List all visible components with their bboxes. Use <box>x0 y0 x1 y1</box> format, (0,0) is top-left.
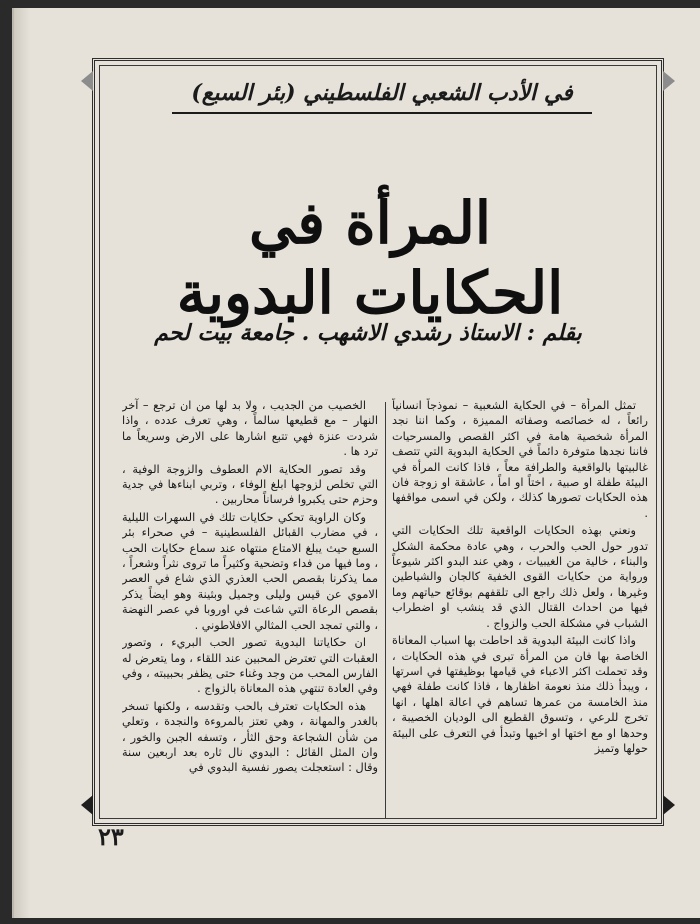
paragraph: وكان الراوية تحكي حكايات تلك في السهرات الليلية ، في مضارب القبائل الفلسطينية – في صحراء بئر السبع حيث يبلغ الامتاع منتهاه عند سماع حكايات الحب ، وما فيها من فداء وتضحية وكثيراً ما تروى نثراً وشعراً ، مما يذكرنا بقصص الحب العذري الذي شاع في العصر الاموي عن قيس وليلى وجميل وبثينة وهو ايضاً يذكر بقصص الرعاة التي شاعت في اوروبا في عصر النهضة ، والتي تمجد الحب المثالي الافلاطوني . <box>122 510 378 632</box>
frame-corner-arrow-icon <box>663 795 675 815</box>
frame-corner-arrow-icon <box>663 71 675 91</box>
frame-corner-arrow-icon <box>81 71 93 91</box>
paragraph: واذا كانت البيئة البدوية قد احاطت بها اسباب المعاناة الخاصة بها فان من المرأة تبرى في هذه الحكايات ، وقد تحملت اكثر الاعباء في قيامها بوظيفتها في اسرتها ، ويبدأ ذلك منذ نعومة اظفارها ، فاذا كانت طفلة فهي منذ الخامسة من عمرها تساهم في اعالة اهلها ، انها تخرج للرعي ، وتسوق القطيع الى الوديان الخصيبة ، وحدها او مع اختها او اخيها وتبدأ في التعرف على البيئة حولها وتميز <box>392 634 648 755</box>
paragraph: تمثل المرأة – في الحكاية الشعبية – نموذجاً انسانياً رائعاً ، له خصائصه وصفاته المميزة ، وكما اننا نجد المرأة شخصية هامة في اكثر القصص والمسرحيات فاننا نجدها متوفرة دائماً في الحكاية البدوية التي تتصف غالبيتها بالواقعية والطرافة معاً ، فاذا كانت المرأة في البيئة طفلة او صبية ، اختاً او اماً ، عاشقة او زوجة فان هذه الحكايات تصورها كذلك ، ولكن في اسمى مواقفها . <box>392 399 648 520</box>
page-number: ٢٣ <box>98 822 124 851</box>
frame-corner-arrow-icon <box>81 795 93 815</box>
article-kicker: في الأدب الشعبي الفلسطيني (بئر السبع) <box>172 80 592 114</box>
page-spine <box>14 8 30 918</box>
paragraph: ان حكاياتنا البدوية تصور الحب البريء ، وتصور العقبات التي تعترض المحبين عند اللقاء ، وما يتعرض له الفارس المحب من وجد وغناء حتى يظفر بحبيبته ، وفي وفي العادة تنتهي هذه المعاناة بالزواج . <box>122 636 378 696</box>
column-divider <box>385 402 386 818</box>
left-column <box>122 398 378 818</box>
right-column <box>392 398 648 818</box>
paragraph: الخصيب من الجديب ، ولا بد لها من ان ترجع – آخر النهار – مع قطيعها سالماً ، وهي تعرف عدده ، واذا شردت عنزة فهي تتبع اشارها على الارض وسريعاً ما ترد ها . <box>122 399 378 459</box>
article-title: المرأة في الحكايات البدوية <box>176 189 564 327</box>
article-byline: بقلم : الاستاذ رشدي الاشهب . جامعة بيت لحم <box>154 320 582 346</box>
paragraph: ونعني بهذه الحكايات الواقعية تلك الحكايات التي تدور حول الحب والحرب ، وهي عادة محكمة الشكل والبناء ، خالية من الغيبيات ، وهي عند البدو اكثر شيوعاً ورواية من حكايات القوى الخفية كالجان والشياطين وغيرها ، ولعل ذلك راجع الى تلقفهم بوقائع حياتهم وما فيها من احداث القتال الذي قد ينشب او اضطراب الشباب في مشكلة الحب والزواج . <box>392 524 648 630</box>
paragraph: وقد تصور الحكاية الام العطوف والزوجة الوفية ، التي تخلص لزوجها ابلغ الوفاء ، وتربي ابناءها في جدية وحزم حتى يكبروا فرساناً محاربين . <box>122 462 378 507</box>
paragraph: هذه الحكايات تعترف بالحب وتقدسه ، ولكنها تسخر بالغدر والمهانة ، وهي تعتز بالمروءة والنجدة ، وتعلي من شأن الشجاعة وحق الثأر ، وتسفه الجبن والخور ، وان المثل القائل : البدوي نال ثاره بعد اربعين سنة وقال : استعجلت يصور نفسية البدوي في <box>122 699 378 775</box>
